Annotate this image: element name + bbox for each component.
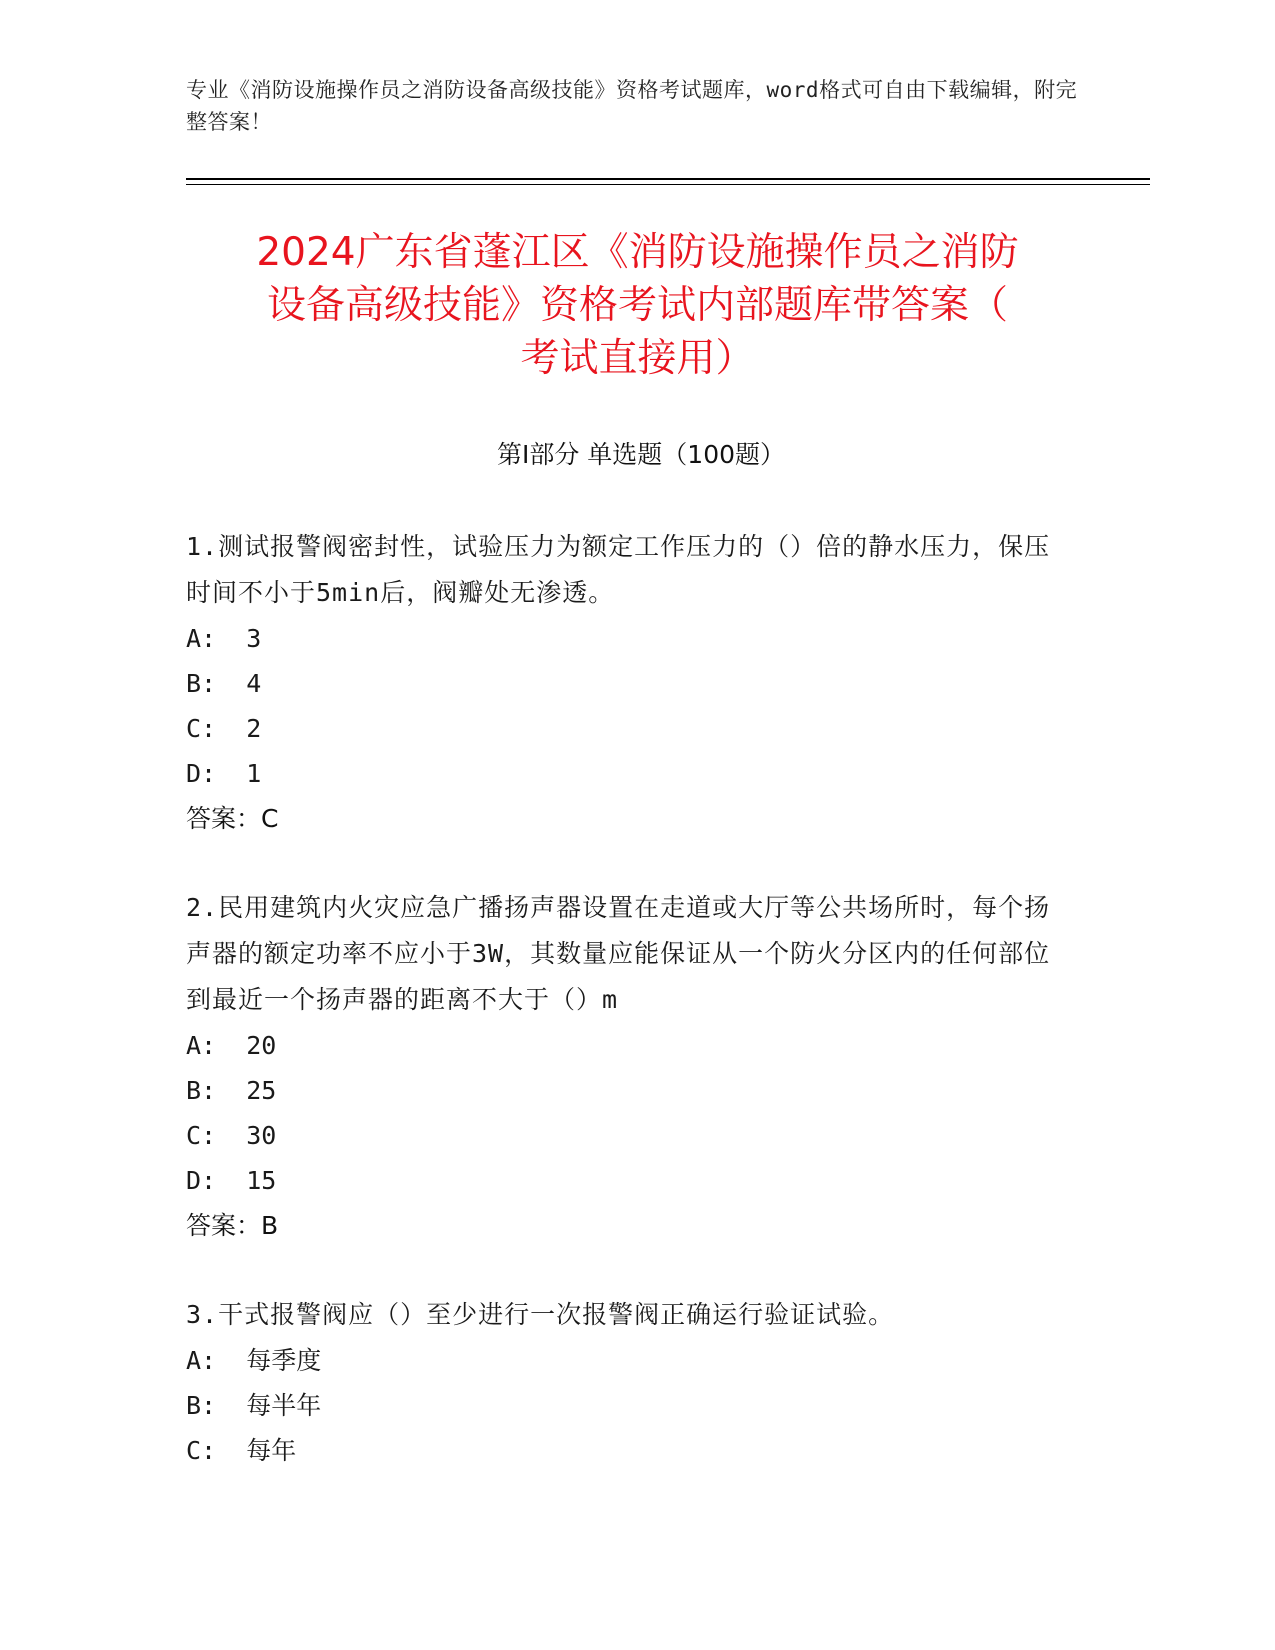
question-3 (186, 1292, 1066, 1473)
question-stem: 2.民用建筑内火灾应急广播扬声器设置在走道或大厅等公共场所时，每个扬声器的额定功率不应小于3W，其数量应能保证从一个防火分区内的任何部位到最近一个扬声器的距离不大于（）m (186, 893, 1051, 1014)
header-rule-thick (186, 178, 1150, 180)
title-line-3: 考试直接用） (520, 336, 755, 381)
title-line-1: 2024广东省蓬江区《消防设施操作员之消防 (256, 230, 1019, 275)
option-b: B: 25 (186, 1076, 277, 1105)
question-stem: 3.干式报警阀应（）至少进行一次报警阀正确运行验证试验。 (186, 1300, 895, 1329)
option-b: B: 每半年 (186, 1391, 322, 1420)
section-heading: 第Ⅰ部分 单选题（100题） (496, 440, 786, 469)
answer: 答案：B (186, 1211, 279, 1240)
option-d: D: 1 (186, 759, 262, 788)
option-a: A: 3 (186, 624, 262, 653)
header-note: 专业《消防设施操作员之消防设备高级技能》资格考试题库，word格式可自由下载编辑，附完整答案！ (186, 78, 1078, 134)
answer: 答案：C (186, 804, 279, 833)
question-1 (186, 524, 1066, 842)
option-a: A: 20 (186, 1031, 277, 1060)
document-title (170, 226, 1105, 385)
option-a: A: 每季度 (186, 1346, 322, 1375)
option-c: C: 2 (186, 714, 262, 743)
option-b: B: 4 (186, 669, 262, 698)
option-d: D: 15 (186, 1166, 277, 1195)
option-c: C: 每年 (186, 1436, 297, 1465)
title-line-2: 设备高级技能》资格考试内部题库带答案（ (266, 283, 1008, 328)
option-c: C: 30 (186, 1121, 277, 1150)
header-rule-thin (186, 184, 1150, 185)
question-stem: 1.测试报警阀密封性，试验压力为额定工作压力的（）倍的静水压力，保压时间不小于5min后，阀瓣处无渗透。 (186, 532, 1051, 607)
question-2 (186, 885, 1066, 1249)
